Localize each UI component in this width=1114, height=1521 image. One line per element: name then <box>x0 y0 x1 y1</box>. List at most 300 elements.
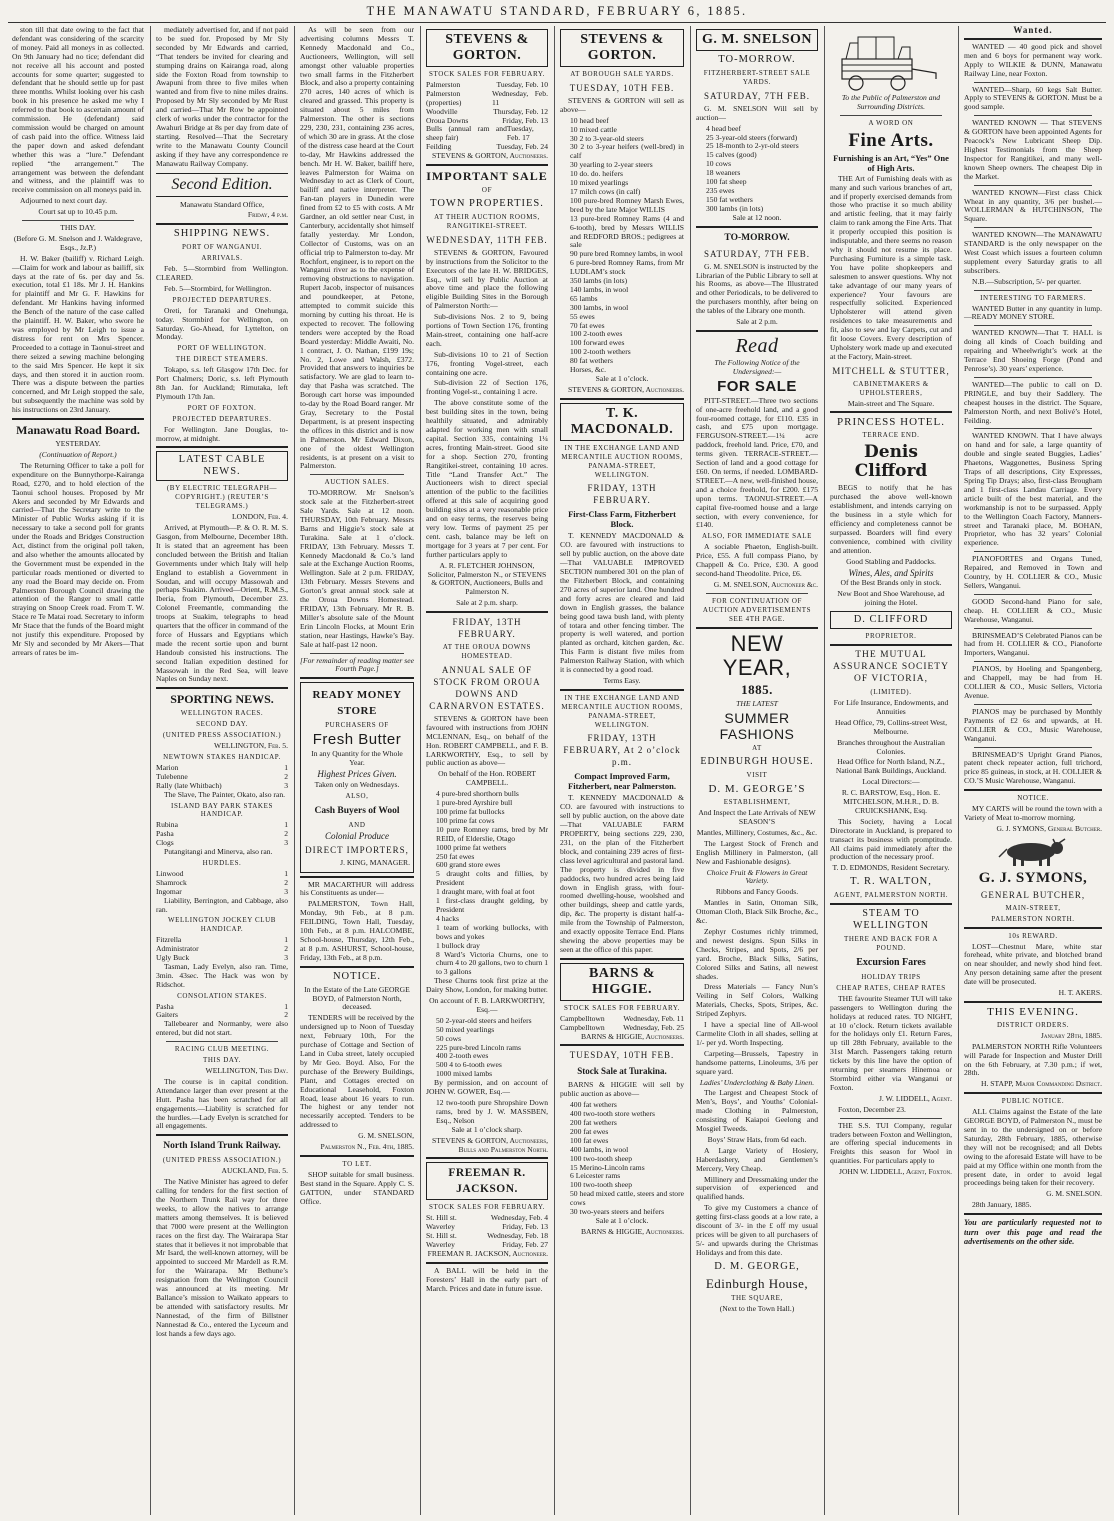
column-5 <box>556 26 688 1515</box>
divider <box>840 1118 942 1119</box>
ad-text: The Following Notice of the Undersigned:— <box>714 357 800 376</box>
ad-signature: STEVENS & GORTON, Auctioneers. <box>432 151 548 161</box>
race-result-value: 2 <box>284 829 288 839</box>
ad-text: Dress Materials — Fancy Nun’s Veiling in Self Colors, Walking Materials, Checks, Spots, Stripes, &c. Striped Zephyrs. <box>696 982 818 1019</box>
column-rule <box>690 26 691 1515</box>
list-item: 12 two-tooth pure Shropshire Down rams, bred by J. W. MASSBEN, Esq., Nelson <box>436 1098 548 1125</box>
divider <box>426 164 548 166</box>
ad-text: PALMERSTON NORTH. <box>991 914 1075 923</box>
this-evening-heading: THIS EVENING. <box>987 1005 1079 1018</box>
ad-text: To give my Customers a chance of getting first-class goods at a low rate, a discount of 3/- in the £ off my usual prices will be given to all purchasers of 5/- and upwards during the Christmas Holidays and from this date. <box>696 1203 818 1257</box>
column-4 <box>422 26 552 1515</box>
classified-ad: WANTED — 40 good pick and shovel men and 6 boys for permanent way work. Apply to WILKIE & DUNN, Manawatu Railway Line, near Foxton. <box>964 41 1102 78</box>
sale-entry-label: Feilding <box>426 142 452 152</box>
sale-entry-label: Oroua Downs <box>426 115 469 125</box>
race-results <box>156 936 288 963</box>
divider <box>974 377 1092 378</box>
classified-ad: WANTED KNOWN—First class Chick Wheat in any quantity, 3/6 per bushel.—WOLLERMAN & HUTCHINSON, The Square. <box>964 187 1102 224</box>
press-credit: (UNITED PRESS ASSOCIATION.) <box>162 731 282 740</box>
ad-text: MAIN-STREET, <box>1005 903 1061 912</box>
divider <box>156 446 288 448</box>
sale-entry-value: Tuesday, Feb. 17 <box>506 124 534 143</box>
sale-entry-value: Wednesday, Feb. 18 <box>487 1231 548 1241</box>
section-subheading: RACING CLUB MEETING. <box>174 1045 270 1054</box>
classified-ad: BRINSMEAD’S Upright Grand Pianos, patent check repeater action, full trichord, price 85 guineas, in stock, at H. COLLIER & CO.’S Music Warehouse, Wanganui. <box>964 749 1102 786</box>
ad-text: AGENT, PALMERSTON NORTH. <box>833 891 949 900</box>
ad-text: ALSO, FOR IMMEDIATE SALE <box>701 532 813 541</box>
ad-signature: BARNS & HIGGIE, Auctioneers. <box>580 1226 684 1236</box>
sale-entry-value: Tuesday, Feb. 10 <box>496 79 548 89</box>
list-item: 18 weaners <box>706 168 741 178</box>
race-heading: NEWTOWN STAKES HANDICAP. <box>163 753 281 761</box>
classified-ad: N.B.—Subscription, 5/- per quarter. <box>972 276 1082 286</box>
classified-ad: WANTED KNOWN — That STEVENS & GORTON have been appointed Agents for Peacock’s New Lubricant Sheep Dip. Highest Testimonials from the Sheep Inspector for Rangitikei, and many well-known Sheep owners. The cheapest Dip in the Market. <box>964 118 1102 181</box>
port-heading: PORT OF FOXTON. <box>187 403 257 412</box>
ad-text: On account of F. B. LARKWORTHY, Esq.— <box>429 996 545 1014</box>
ad-text: T. KENNEDY MACDONALD & CO. are favoured with instructions to sell by public auction, on the above date—That VALUABLE FARM PROPERTY, being sections 229, 230, 231, on the plan of the Fitzherbert block, and containing 239 acres of first-class level agricultural and pastoral land. The property is divided in five paddocks, two hundred acres being laid down in English grass, with four-roomed dwelling-house, woolshed and other buildings, sheep and cattle yards, dip, &c. The property is distant half-a-mile from the Township of Palmerston, and exactly opposite Terrace End. Plans shewing the above properties may be seen at the office of this paper. <box>560 793 684 954</box>
list-item: 100 two-tooth sheep <box>570 1180 633 1190</box>
ad-text: These Churns took first prize at the Dairy Show, London, for making butter. <box>426 976 548 995</box>
classified-ad: ALL Claims against the Estate of the late GEORGE BOYD, of Palmerston N., must be sent in to the undersigned on or before Saturday, 28th February, 1885, otherwise they will not be recognised; and all Debts owing to the aforesaid Estate will have to be paid at my Office within one month from the present date, in order to avoid legal proceedings being taken for their recovery. <box>964 1107 1102 1188</box>
divider <box>426 1262 548 1264</box>
ad-text: Ladies’ Underclothing & Baby Linen. <box>699 1077 815 1087</box>
sale-entry-value: Tuesday, Feb. 24 <box>496 142 548 152</box>
dateline: AUCKLAND, Feb. 5. <box>221 1166 288 1176</box>
divider <box>974 704 1092 705</box>
ad-signature: G. M. SNELSON, Auctioneer &c. <box>713 579 818 589</box>
port-heading: PORT OF WELLINGTON. <box>177 344 267 353</box>
divider <box>706 593 808 594</box>
stock-sales-heading: STOCK SALES FOR FEBRUARY. <box>564 1003 680 1012</box>
sale-time: Sale at 12 noon. <box>732 212 782 222</box>
divider <box>696 627 818 629</box>
list-item: 50 head mixed cattle, steers and store cows <box>570 1189 684 1208</box>
list-item: 1 first-class draught gelding, by President <box>436 896 548 914</box>
list-item: 235 ewes <box>706 185 735 195</box>
meeting-list: PALMERSTON, Town Hall, Monday, 9th Feb., at 8 p.m. FEILDING, Town Hall, Tuesday, 10th Feb., at 8 p.m. HALCOMBE, School-house, Thursday, 12th Feb., at 8 p.m. ASHURST, School-house, Friday, 13th Feb., at 8 p.m. <box>300 899 414 962</box>
dateline: WELLINGTON, This Day. <box>205 1066 288 1075</box>
ad-signature: STEVENS & GORTON, Auctioneers, Bulls and Palmerston North. <box>432 1135 548 1154</box>
race-result-value: 1 <box>284 762 288 772</box>
divider <box>974 227 1092 228</box>
ad-text: (Next to the Town Hall.) <box>719 1303 795 1313</box>
list-item: 10 mixed yearlings <box>570 178 629 188</box>
ad-signature: D. CLIFFORD <box>830 611 952 629</box>
subdivision-entry: Sub-divisions 10 to 21 of Section 176, fronting Vogel-street, each containing one acre. <box>426 349 548 377</box>
race-result-value: 3 <box>284 886 288 896</box>
ad-text: G. M. SNELSON is instructed by the Librarian of the Public Library to sell at his Rooms, as above—The Illustrated and other Periodicals, to be delivered to the purchasers monthly, after being on the tables of the Library one month. <box>696 261 818 316</box>
list-item: 100 2-tooth ewes <box>570 329 623 339</box>
list-item: 8 Ward’s Victoria Churns, one to churn 4 to 20 gallons, two to churn 1 to 3 gallons <box>436 949 548 977</box>
race-note: Putangitangi and Minerva, also ran. <box>164 847 273 857</box>
steamers-heading: THE DIRECT STEAMERS. <box>175 355 269 364</box>
sale-entry-value: Wednesday, Feb. 11 <box>492 88 548 107</box>
princess-hotel-heading: PRINCESS HOTEL. <box>837 416 945 429</box>
list-item: 500 4 to 6-tooth ewes <box>436 1060 502 1070</box>
race-result-label: Clogs <box>156 838 174 848</box>
snelson-heading: G. M. SNELSON <box>696 29 818 51</box>
ad-text: BEGS to notify that he has purchased the above well-known establishment, and intends carrying on the business in a style which for efficiency and completeness cannot be surpassed. Boarders will find every convenience, combined with civility and attention. <box>830 483 952 555</box>
race-result-value: 1 <box>284 820 288 830</box>
list-item: 65 lambs <box>570 293 598 303</box>
barns-higgie-heading: BARNS & HIGGIE. <box>560 963 684 1001</box>
ad-text: PROPRIETOR. <box>865 632 917 641</box>
stock-sales-list <box>426 1214 548 1250</box>
article-text: The Native Minister has agreed to defer calling for tenders for the first section of the Northern Trunk Rail way for three weeks, to allow the natives to arrange matters among themselves. It is believed that 7000 were present at the Wellington races on the first day. The Wairarapa Star states that it believes it not improbable that Mr Isard, the well-known attorney, will be appointed to succeed Mr Mardell as R.M. for the Wairarapa. Mr Bethune’s resignation from the Wellington Council was announced at its meeting. Mr Ballance’s mission to Waikato appears to be attended with satisfactory results. Mr Nannestad, of the firm of Billstner Nannestad & Co., entered the Lyceum and lost hands a few days ago. <box>156 1177 288 1338</box>
stock-sales-heading: STOCK SALES FOR FEBRUARY. <box>429 1203 545 1212</box>
macdonald-heading: T. K. MACDONALD. <box>560 403 684 441</box>
sale-time: Sale at 2 p.m. sharp. <box>456 598 518 608</box>
ad-text: Good Stabling and Paddocks. <box>846 556 936 566</box>
stock-list <box>560 117 684 375</box>
ad-text: AT THE OROUA DOWNS HOMESTEAD. <box>442 643 532 661</box>
ad-text: AT <box>752 744 762 753</box>
section-subheading: WELLINGTON RACES. <box>180 709 264 718</box>
ad-text: Taken only on Wednesdays. <box>314 779 400 789</box>
denis-clifford-heading: Denis Clifford <box>854 442 928 482</box>
ad-text: THE favourite Steamer TUI will take passengers to Wellington during the holidays at reduced rates. TO NIGHT, at 10 o’clock. Return tickets available for the holidays only £1. Return Fares, up till 28th February, available to the 31st March. Passengers taking return tickets by this line have the option of returning per steamers Hinemoa or Stormbird either via Wanganui or Foxton. <box>830 993 952 1092</box>
column-7 <box>826 26 956 1515</box>
cable-news-heading: LATEST CABLE NEWS. <box>156 451 288 481</box>
divider <box>560 689 684 691</box>
ad-text: A. R. FLETCHER JOHNSON, Solicitor, Palmerston N., or STEVENS & GORTON, Auctioneers, Bulls and Palmerston N. <box>427 560 547 597</box>
ad-text: A Large Variety of Hosiery, Haberdashery, and Gentlemen’s Mercery, Very Cheap. <box>696 1145 818 1173</box>
divider <box>300 677 414 679</box>
stock-list <box>560 1101 684 1217</box>
ad-text: THE SQUARE, <box>731 1293 783 1302</box>
ad-text: (LIMITED). <box>870 688 912 697</box>
divider <box>974 82 1092 83</box>
subdivision-entry: Sub-divisions Nos. 2 to 9, being portions of Town Section 176, fronting Main-street, containing one half-acre each. <box>426 312 548 348</box>
wool-buyers-heading: Cash Buyers of Wool <box>314 805 400 816</box>
divider <box>974 115 1092 116</box>
ad-signature: FREEMAN R. JACKSON, Auctioneer. <box>427 1248 548 1258</box>
sale-date: FRIDAY, 13TH FEBRUARY, At 2 o’clock p.m. <box>563 733 681 768</box>
classified-ad: PIANOS, by Hoeling and Spangenberg, and Chappell, may be had from H. COLLIER & CO., Music Sellers, Victoria Avenue. <box>964 664 1102 700</box>
article-text: As will be seen from our advertising columns Messrs T. Kennedy Macdonald and Co., Auctioneers, Wellington, will sell amongst other valuable properties two small farms in the Fitzherbert Block, and also a property containing 270 acres, 140 acres of which is cleared and grassed. This property is situated about 5 miles from Palmerston. The other is sections 229, 230, 231, containing 236 acres, of which 30 are in grass. At the close of the distress case heard at the Court to-day, Mr Hawkins addressed the bench. Mr H. W. Baker, bailiff here, leaves Palmerston for Waima on Wednesday to act as Clerk of Court, bailiff and native interpreter. The Fan-tan players in Dunedin were fined from £2 to £5 with costs. A Mr Gardner, an old settler near Cust, in Canterbury, accidentally shot himself fatally yesterday. Mr London, Collector of Customs, was on an official trip to Palmerston to-day. Mr Rochfort, engineer, is to report on the Wanganui river as to the expense of removing obstructions to navigation. Rupert Jacob, inspector of nuisances and poundkeeper, at Petone, attempted to commit suicide this morning by cutting his throat. He is expected to recover. The following tenders were accepted by the Road Board yesterday: Middle Awaiti, No. 1 contract, J. O. Nathan, £199 19s; No. 2, Lowe and Walsh, £372. Provided that answers to inquiries be satisfactory. We are glad to learn to-day that Pasha was scratched. The Borough cart horse was impounded to-day by the Road Board ranger. Mr Gray, Secretary to the Postal Department, is at present inspecting the offices in this district and is now in Palmerston. Mr Edward Dixon, one of the oldest Wellington residents, is at present on a visit to Palmerston. <box>300 26 414 471</box>
ad-text: AT THEIR AUCTION ROOMS, RANGITIKEI-STREET. <box>434 212 540 230</box>
section-subheading: YESTERDAY. <box>55 439 101 449</box>
race-result-label: Administrator <box>156 944 199 954</box>
notice-heading: NOTICE. <box>332 970 382 982</box>
ad-text: R. C. BARSTOW, Esq., Hon. E. MITCHELSON, M.H.R., D. B. CRUICKSHANK, Esq. <box>841 788 941 815</box>
list-item: 4 pure-bred shorthorn bulls <box>436 789 519 799</box>
ad-signature: G. J. SYMONS, General Butcher. <box>996 823 1102 833</box>
ad-text: VISIT <box>746 771 768 780</box>
to-let-text: SHOP suitable for small business. Best stand in the Square. Apply C. S. GATTON, under STANDARD Office. <box>300 1169 414 1206</box>
divider <box>22 220 134 221</box>
ad-signature: H. T. AKERS. <box>1058 988 1102 998</box>
list-item: 25 3-year-old steers (forward) <box>706 132 798 142</box>
sale-entry-value: Wednesday, Feb. 4 <box>490 1213 548 1223</box>
year-heading: 1885. <box>741 681 773 697</box>
ad-text: STEVENS & GORTON will sell as above— <box>560 95 684 114</box>
wanted-heading: Wanted. <box>1013 26 1053 35</box>
divider <box>696 330 818 332</box>
new-year-heading: NEW YEAR, <box>722 630 792 680</box>
stock-sales-list <box>560 1015 684 1033</box>
race-result-value: 2 <box>284 1010 288 1020</box>
manawatu-road-board-heading: Manawatu Road Board. <box>16 423 140 438</box>
ad-text: Of the Best Brands only in stock. <box>840 578 942 588</box>
race-results <box>156 821 288 848</box>
ad-text: Head Office for North Island, N.Z., National Bank Buildings, Auckland. <box>835 757 947 776</box>
classified-ad: PALMERSTON NORTH Rifle Volunteers will Parade for Inspection and Muster Drill on the 6th February, at 7.30 p.m.; if wet, 28th. <box>964 1041 1102 1078</box>
divider <box>964 38 1102 40</box>
court-adjourned: Adjourned to next court day. <box>20 196 108 206</box>
ad-text: This Society, having a Local Directorate in Auckland, is prepared to transact its business with promptitude. All claims paid immediately after the production of the necessary proof. <box>830 816 952 862</box>
list-item: 80 fat wethers <box>570 356 614 366</box>
classified-ad: PIANOFORTES and Organs Tuned, Repaired, and Removed in Town and Country, by H. COLLIER & CO., Music Sellers, Wanganui. <box>964 554 1102 590</box>
ad-text: THE S.S. TUI Company, regular traders between Foxton and Wellington, are offering special inducements in Freights this season for Wool in quantities. For particulars apply to <box>830 1120 952 1166</box>
sale-entry-value: Friday, Feb. 13 <box>502 115 548 125</box>
ad-text: CABINETMAKERS & UPHOLSTERERS, <box>853 379 929 397</box>
ad-text: CHEAP RATES, CHEAP RATES <box>836 983 946 992</box>
ad-text: THE LATEST <box>736 698 778 708</box>
list-item: 100 forward ewes <box>570 338 625 348</box>
article-text: TO-MORROW. Mr Snelson’s stock sale at the Fitzherbert-street Sale Yards. Sale at 12 noon. THURSDAY, 10th February. Messrs Barns and Higgie’s stock sale at Turakina. Sale at 1 o’clock. FRIDAY, 13th February. Messrs T. Kennedy Macdonald & Co.’s land sale at the Exchange Auction Rooms, Wellington. Sale at 2 p.m. FRIDAY, 13th February. Messrs Stevens and Gorton’s great annual stock sale at the Oroua Downs Homestead. FRIDAY, 13th February. Mr R. B. Miller’s absolute sale of the Mount Erin Lincoln Flocks, at Mount Erin station, near Hastings, Hawke’s Bay. Sale at half-past 12 noon. <box>300 488 414 649</box>
shipping-entry: For Wellington. Jane Douglas, to-morrow, at midnight. <box>156 424 288 443</box>
race-note: Liability, Berrington, and Cabbage, also ran. <box>156 895 288 914</box>
sale-entry-label: Palmerston (properties) <box>426 88 462 107</box>
race-result-value: 1 <box>284 868 288 878</box>
shipping-heading: SHIPPING NEWS. <box>173 228 271 240</box>
ad-signature: T. D. EDMONDS, Resident Secretary. <box>832 863 950 873</box>
divider <box>310 653 404 654</box>
sale-entry-value: Wednesday, Feb. 25 <box>623 1022 684 1032</box>
race-result-label: Rubina <box>156 820 178 830</box>
sale-entry-label: Waverley <box>426 1222 455 1232</box>
ad-text: Terms Easy. <box>603 675 641 685</box>
read-heading: Read <box>735 334 779 357</box>
ad-text: For Life Insurance, Endowments, and Annuities <box>833 697 949 716</box>
ad-signature: G. M. SNELSON, <box>358 1131 414 1141</box>
ad-text: TERRACE END. <box>862 431 920 440</box>
list-item: 30 yearling to 2-year steers <box>570 160 653 170</box>
list-item: 350 lambs (in lots) <box>570 276 628 286</box>
classified-ad: PIANOS may be purchased by Monthly Payments of £2 6s and upwards, at H. COLLIER & CO., Music Warehouse, Wanganui. <box>964 706 1102 743</box>
ad-text: T. KENNEDY MACDONALD & CO. are favoured with instructions to sell by public auction, on the above date—That VALUABLE IMPROVED SECTION numbered 301 on the plan of the Fitzherbert Block, and containing 270 acres of superior land. One hundred and forty acres are cleared and laid down in English grasses, the balance being good tawa bush land, with plenty of totara and other fencing timber. The property is well watered, and portion planted as orchard, kitchen garden, &c. This Farm is distant five miles from Palmerston Railway Station, with which it is connected by a good road. <box>560 531 684 675</box>
list-item: 250 fat ewes <box>436 851 475 861</box>
ad-text: Mantles, Millinery, Costumes, &c., &c. <box>696 827 818 837</box>
divider <box>156 687 288 689</box>
race-heading: ISLAND BAY PARK STAKES HANDICAP. <box>171 801 273 819</box>
divider <box>830 644 952 646</box>
classified-ad: WANTED—The public to call on D. PRINGLE, and buy their Saddlery. The cheapest houses in the district. The Square, Palmerston North, and next Bolivé’s Hotel, Feilding. <box>964 379 1102 425</box>
excursion-heading: Excursion Fares <box>856 957 926 968</box>
list-item: 400 two-tooth store wethers <box>570 1109 655 1119</box>
list-item: 1 draught mare, with foal at foot <box>436 887 535 897</box>
race-result-label: Pasha <box>156 1001 174 1011</box>
list-item: 6 pure-bred Romney Rams, from Mr LUDLAM’s stock <box>570 258 684 277</box>
divider <box>426 1157 548 1159</box>
ad-text: THE Art of Furnishing deals with as many and such various branches of art, and if properly exercised demands from those who practise it so much ability and artistic feeling, that it may fairly claim to rank among the Fine Arts. That it properly occupied this position is indisputable, and there seems no reason why it should not resume its place. Purchasing Furniture is a simple task. You have polite shopkeepers and salesmen to answer questions. Why not take advantage of our many years of experience? Your favours are respectfully solicited. Experienced Upholsterer will attend given residences to take measurements and fit, also to sew and lay Carpets, cut and fit loose Covers. Every description of Upholstery work made up and executed at the Factory, Main-street. <box>830 173 952 361</box>
race-note: Tasman, Lady Evelyn, also ran. Time, 3min. 43sec. The Hack was won by Ridschot. <box>156 961 288 989</box>
ad-text: IN THE EXCHANGE LAND AND MERCANTILE AUCTION ROOMS, PANAMA-STREET, WELLINGTON. <box>561 443 683 479</box>
race-heading: CONSOLATION STAKES. <box>177 991 267 1000</box>
ad-text: Carpeting—Brussels, Tapestry in handsome patterns, Linoleums, 3/6 per square yard. <box>696 1048 818 1076</box>
to-let-heading: TO LET. <box>342 1159 372 1168</box>
ad-text: I have a special line of All-wool Carmelite Cloth in all shades, selling at 1/- per yd. Worth Inspecting. <box>696 1020 818 1047</box>
column-1 <box>8 26 148 1515</box>
list-item: 90 pure bred Romney lambs, in wool <box>570 249 683 259</box>
masthead-rule <box>8 22 1106 23</box>
race-result-value: 3 <box>284 780 288 790</box>
ad-text: On behalf of the Hon. ROBERT CAMPBELL. <box>438 769 536 788</box>
list-item: 55 ewes <box>570 311 595 321</box>
d-m-george-heading: D. M. GEORGE’S <box>708 783 806 796</box>
ad-text: DIRECT IMPORTERS, <box>305 844 409 855</box>
sale-entry-value: Wednesday, Feb. 11 <box>623 1013 684 1023</box>
list-item: 4 head beef <box>706 123 741 133</box>
divider <box>830 903 952 905</box>
list-item: 10 pure Romney rams, bred by Mr REID, of Elderslie, Otago <box>436 824 548 843</box>
section-subheading: SECOND DAY. <box>196 720 248 729</box>
ad-signature: D. M. GEORGE, <box>714 1260 800 1272</box>
divider <box>964 1213 1102 1215</box>
steam-heading: STEAM TO WELLINGTON <box>853 908 929 932</box>
ad-signature: J. W. LIDDELL, Agent. <box>878 1093 952 1103</box>
public-notice-heading: PUBLIC NOTICE. <box>1001 1097 1065 1106</box>
symons-heading: G. J. SYMONS, <box>978 869 1088 886</box>
race-result-label: Linwood <box>156 868 184 878</box>
race-result-label: Gaiters <box>156 1010 178 1020</box>
article-text: The course is in capital condition. Attendance larger than ever present at the Hutt. Pasha has been scratched for all engagements.—Liability is scratched for the hurdles.—Lady Evelyn is scratched for all engagements. <box>156 1076 288 1131</box>
annual-sale-heading: ANNUAL SALE OF STOCK FROM OROUA DOWNS AND CARNARVON ESTATES. <box>429 664 545 711</box>
classified-ad: WANTED KNOWN—The MANAWATU STANDARD is the only newspaper on the West Coast which issues a fourteen column supplement every Saturday gratis to all subscribers. <box>964 230 1102 275</box>
list-item: 100 prime fat cows <box>436 815 495 825</box>
second-edition-heading: Second Edition. <box>156 173 288 197</box>
list-item: 1 team of working bullocks, with bows and yokes <box>436 922 548 941</box>
port-heading: PORT OF WANGANUI. <box>181 243 263 252</box>
walton-heading: T. R. WALTON, <box>850 876 932 888</box>
stock-sales-list <box>426 81 548 152</box>
sale-time: Sale at 1 o’clock sharp. <box>451 1124 523 1134</box>
shipping-entry: Feb. 5—Stormbird from Wellington. CLEARED. <box>156 264 288 283</box>
ad-text: Mantles in Satin, Ottoman Silk, Ottoman Cloth, Black Silk Broche, &c., &c. <box>696 898 818 926</box>
race-result-value: 1 <box>284 1001 288 1011</box>
race-result-value: 2 <box>284 771 288 781</box>
shipping-entry: Feb. 5—Stormbird, for Wellington. <box>164 283 272 293</box>
divider <box>696 226 818 228</box>
divider <box>974 428 1092 429</box>
list-item: 400 lambs, in wool <box>570 1144 629 1154</box>
ad-text: Ribbons and Fancy Goods. <box>715 887 799 897</box>
classified-ad: WANTED KNOWN. That I have always on hand and for sale, a large quantity of double and single seated Buggies, Ladies’ Phaetons, Waggonettes, Business Spring Traps of all descriptions, City Expresses, Spring Tip Drays; also, first-class Brougham and 1 first-class Landau Carriage. Every article built of the best material, and the workmanship is not to be surpassed. Apply to the Wellington Coach Factory, Manners-street and Taranaki place, M. BOHAN, Proprietor, who has 32 years’ Colonial experience. <box>964 431 1102 548</box>
divider <box>974 594 1092 595</box>
race-result <box>156 830 288 839</box>
list-item: 30 two-years steers and heifers <box>570 1207 665 1217</box>
ad-signature: Palmerston N., Feb. 4th, 1885. <box>320 1142 414 1152</box>
ad-text: A sociable Phaeton, English-built. Price, £55. A full compass Piano, by Chappell & Co. Price, £30. A good second-hand Theodolite. Price, £6. <box>696 542 818 578</box>
race-result-label: Ugly Buck <box>156 953 190 963</box>
ad-text: Millinery and Dressmaking under the supervision of experienced and qualified hands. <box>696 1174 818 1202</box>
race-results <box>156 1003 288 1021</box>
divider <box>974 551 1092 552</box>
divider <box>974 661 1092 662</box>
list-item: 300 lambs (in lots) <box>706 203 764 213</box>
race-result-value: 3 <box>284 953 288 963</box>
sale-entry-value: Thursday, Feb. 12 <box>493 106 548 116</box>
list-item: 30 2 to 3-year heifers (well-bred) in calf <box>570 142 684 161</box>
list-item: 150 fat wethers <box>706 194 753 204</box>
divider <box>974 185 1092 186</box>
sale-entry <box>426 125 548 143</box>
column-3 <box>296 26 418 1515</box>
sale-time: Sale at 1 o’clock. <box>595 374 649 383</box>
divider <box>310 474 404 475</box>
sale-time: Sale at 1 o’clock. <box>595 1216 649 1225</box>
section-subheading: (Before G. M. Snelson and J. Waldegrave, Esqs., Jz.P.) <box>13 233 143 252</box>
ready-money-store-ad <box>300 682 414 872</box>
ad-text: Choice Fruit & Flowers in Great Variety. <box>706 867 808 886</box>
sale-entry-value: Friday, Feb. 13 <box>502 1222 548 1232</box>
summer-fashions-heading: SUMMER FASHIONS <box>719 710 795 743</box>
list-item: 400 fat wethers <box>570 1100 617 1110</box>
ad-text: By permission, and on account of JOHN W. GOWER, Esq.— <box>426 1078 548 1097</box>
race-result <box>156 821 288 830</box>
column-rule <box>294 26 295 1515</box>
reward-heading: 10s REWARD. <box>1008 931 1058 940</box>
ad-signature: JOHN W. LIDDELL, Agent, Foxton. <box>838 1167 952 1177</box>
ad-text: FITZHERBERT-STREET SALE YARDS. <box>703 69 811 86</box>
ad-signature: J. KING, MANAGER. <box>340 857 410 867</box>
divider <box>974 290 1092 291</box>
column-rule <box>150 26 151 1515</box>
shipping-entry: Oreti, for Taranaki and Onehunga, today. Stormbird for Wellington, on Saturday. Go-Ahead, for Lyttelton, on Monday. <box>156 305 288 342</box>
subdivision-entry: Sub-division 22 of Section 176, fronting Vogel-st., containing 1 acre. <box>426 378 548 397</box>
furniture-cart-illustration <box>836 29 946 91</box>
list-item: 200 fat ewes <box>570 1126 609 1136</box>
mutual-assurance-heading: THE MUTUAL ASSURANCE SOCIETY OF VICTORIA, <box>833 650 949 685</box>
list-item: 10 head beef <box>570 115 609 125</box>
stevens-gorton-heading: STEVENS & GORTON. <box>560 29 684 67</box>
ad-text: Furnishing is an Art, “Yes” One of High Arts. <box>833 152 949 173</box>
sale-date: FRIDAY, 13TH FEBRUARY. <box>587 483 657 506</box>
ad-signature: H. STAPP, Major Commanding District. <box>980 1079 1102 1089</box>
divider <box>560 398 684 400</box>
stock-sales-heading: STOCK SALES FOR FEBRUARY. <box>429 70 545 78</box>
farm-heading: Compact Improved Farm, Fitzherbert, near Palmerston. <box>568 771 676 792</box>
divider <box>12 418 144 420</box>
list-item: 100 two-tooth sheep <box>570 1153 633 1163</box>
divider <box>964 1092 1102 1094</box>
ad-text: HOLIDAY TRIPS <box>861 973 921 981</box>
freeman-jackson-heading: FREEMAN R. JACKSON. <box>426 1162 548 1200</box>
section-heading: THIS DAY. <box>60 223 96 233</box>
list-item: 5 draught colts and fillies, by President <box>436 869 548 888</box>
ball-notice: A BALL will be held in the Foresters’ Hall in the early part of March. Prices and date in future issue. <box>426 1265 548 1293</box>
classified-ad: WANTED KNOWN—That T. HALL is doing all kinds of Coach building and repairing and Wheelwright’s work at the Terrace End Shoeing Forge (Pond and Penrose’s). 30 years’ experience. <box>964 328 1102 373</box>
turakina-heading: Stock Sale at Turakina. <box>577 1066 667 1077</box>
list-item: 140 lambs, in wool <box>570 284 629 294</box>
remainder-note: [For remainder of reading matter see Fourth Page.] <box>300 655 414 674</box>
stevens-gorton-heading: STEVENS & GORTON. <box>426 29 548 67</box>
ad-text: G. M. SNELSON Will sell by auction— <box>696 103 818 122</box>
departures-heading: PROJECTED DEPARTURES. <box>172 414 272 423</box>
list-item: 100 fat ewes <box>570 1135 609 1145</box>
fresh-butter-heading: Fresh Butter <box>312 731 402 749</box>
list-item: 70 fat ewes <box>570 320 605 330</box>
divider <box>964 927 1102 929</box>
mitchell-stutter-heading: MITCHELL & STUTTER, <box>832 365 950 376</box>
notice-heading: NOTICE. <box>1017 794 1049 803</box>
sale-time: Sale at 2 p.m. <box>736 317 778 327</box>
race-result-label: Fitzrella <box>156 935 182 945</box>
ad-text: AT BOROUGH SALE YARDS. <box>570 70 674 78</box>
ad-signature: G. M. SNELSON. <box>1046 1189 1102 1199</box>
press-credit: (UNITED PRESS ASSOCIATION.) <box>162 1156 282 1165</box>
